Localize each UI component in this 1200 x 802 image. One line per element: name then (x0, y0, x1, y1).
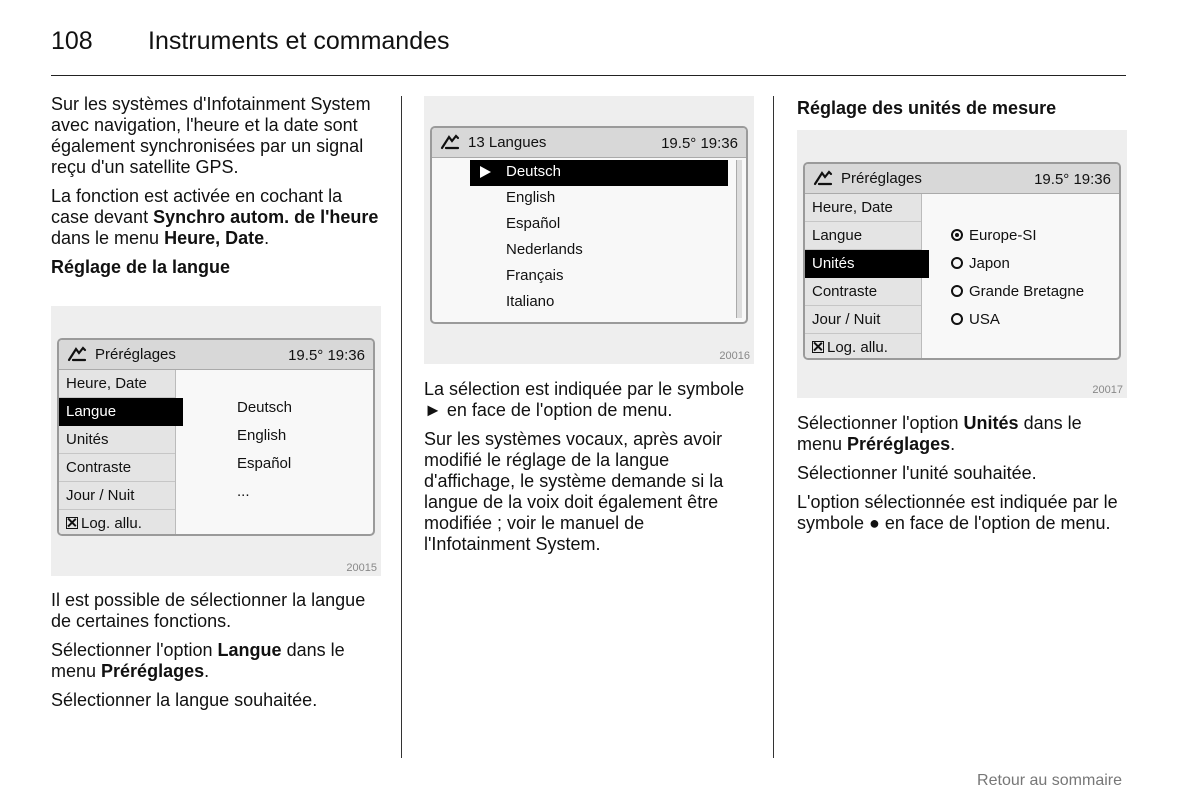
back-to-contents-link[interactable]: Retour au sommaire (977, 772, 1122, 789)
figure-code: 20015 (346, 562, 377, 574)
paragraph: Sélectionner la langue souhaitée. (51, 690, 318, 710)
column-1-lower (51, 590, 381, 719)
column-divider (401, 96, 402, 758)
temp-time-status: 19.5° 19:36 (1034, 171, 1111, 188)
figure-languages-list (424, 96, 754, 364)
menu-item-langue[interactable]: Langue (805, 222, 921, 250)
unit-option[interactable]: Japon (951, 250, 1084, 278)
presets-menu (59, 370, 176, 534)
menu-item-contraste[interactable]: Contraste (805, 278, 921, 306)
screen-title: Préréglages (841, 170, 922, 187)
section-heading: Réglage de la langue (51, 257, 231, 277)
scrollbar[interactable] (736, 160, 742, 318)
paragraph: Il est possible de sélectionner la langue de certaines fonctions. (51, 590, 366, 631)
page-number: 108 (51, 27, 93, 55)
language-options (237, 394, 292, 506)
figure-code: 20017 (1092, 384, 1123, 396)
radio-selected-icon (951, 229, 963, 241)
temp-time-status: 19.5° 19:36 (288, 347, 365, 364)
paragraph: La fonction est activée en cochant la case devant Synchro autom. de l'heure dans le menu Heure, Date. (51, 186, 379, 248)
menu-item-langue[interactable]: Langue (59, 398, 183, 426)
screen-title: Préréglages (95, 346, 176, 363)
menu-item-unites[interactable]: Unités (59, 426, 175, 454)
language-option[interactable]: ... (237, 483, 250, 500)
menu-item-unites[interactable]: Unités (805, 250, 929, 278)
infotainment-screen (57, 338, 375, 536)
languages-list (470, 160, 728, 316)
menu-item-contraste[interactable]: Contraste (59, 454, 175, 482)
figure-units-menu (797, 130, 1127, 398)
language-item-selected[interactable]: Deutsch (470, 160, 728, 186)
page-title: Instruments et commandes (148, 27, 450, 55)
figure-language-menu (51, 306, 381, 576)
screen-titlebar (805, 164, 1119, 194)
checkbox-checked-icon (812, 341, 824, 353)
settings-wrench-icon (813, 169, 833, 187)
infotainment-screen (430, 126, 748, 324)
presets-menu (805, 194, 922, 358)
radio-icon (951, 257, 963, 269)
play-arrow-icon (480, 166, 491, 178)
screen-titlebar (59, 340, 373, 370)
unit-option[interactable]: USA (951, 306, 1084, 334)
menu-item-log-allu[interactable]: Log. allu. (59, 510, 175, 536)
language-item[interactable]: Español (506, 215, 561, 232)
infotainment-screen (803, 162, 1121, 360)
paragraph: Sur les systèmes d'Infotainment System avec navigation, l'heure et la date sont également synchronisées par un signal reçu d'un satellite GPS. (51, 94, 371, 177)
menu-item-log-allu[interactable]: Log. allu. (805, 334, 921, 360)
language-item[interactable]: English (506, 189, 556, 206)
radio-icon (951, 285, 963, 297)
paragraph: La sélection est indiquée par le symbole ► en face de l'option de menu. (424, 379, 745, 420)
temp-time-status: 19.5° 19:36 (661, 135, 738, 152)
settings-wrench-icon (67, 345, 87, 363)
screen-titlebar (432, 128, 746, 158)
paragraph: Sélectionner l'option Langue dans le menu Préréglages. (51, 640, 345, 681)
column-3-lower (797, 413, 1127, 542)
language-item[interactable]: Nederlands (506, 241, 583, 258)
language-option[interactable]: Español (237, 455, 292, 472)
unit-option[interactable]: Grande Bretagne (951, 278, 1084, 306)
menu-item-jour-nuit[interactable]: Jour / Nuit (805, 306, 921, 334)
checkbox-checked-icon (66, 517, 78, 529)
figure-code: 20016 (719, 350, 750, 362)
paragraph: Sélectionner l'unité souhaitée. (797, 463, 1037, 483)
column-3 (797, 94, 1127, 131)
screen-title: 13 Langues (468, 134, 547, 151)
menu-item-heure-date[interactable]: Heure, Date (805, 194, 921, 222)
column-divider (773, 96, 774, 758)
units-options (951, 222, 1084, 334)
column-1 (51, 94, 381, 290)
language-option[interactable]: English (237, 427, 287, 444)
page-header (51, 24, 1126, 76)
column-2 (424, 379, 754, 563)
section-heading: Réglage des unités de mesure (797, 98, 1057, 118)
menu-item-heure-date[interactable]: Heure, Date (59, 370, 175, 398)
paragraph: L'option sélectionnée est indiquée par le symbole ● en face de l'option de menu. (797, 492, 1118, 533)
language-option[interactable]: Deutsch (237, 399, 293, 416)
paragraph: Sélectionner l'option Unités dans le menu Préréglages. (797, 413, 1082, 454)
unit-option[interactable]: Europe-SI (951, 222, 1084, 250)
menu-item-jour-nuit[interactable]: Jour / Nuit (59, 482, 175, 510)
language-item[interactable]: Français (506, 267, 564, 284)
radio-icon (951, 313, 963, 325)
language-item[interactable]: Italiano (506, 293, 555, 310)
paragraph: Sur les systèmes vocaux, après avoir modifié le réglage de la langue d'affichage, le système demande si la langue de la voix doit également être modifiée ; voir le manuel de l'Infotainment System. (424, 429, 724, 554)
settings-wrench-icon (440, 133, 460, 151)
